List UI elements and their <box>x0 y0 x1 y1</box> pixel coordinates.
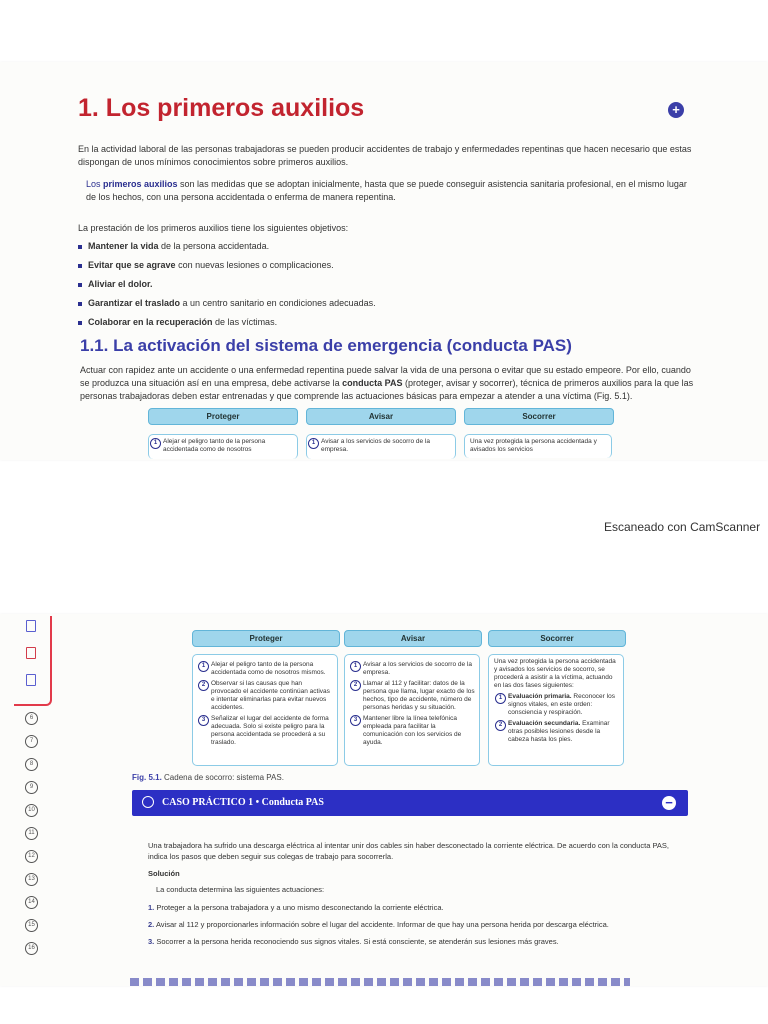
page-number-icon[interactable]: 10 <box>25 804 38 817</box>
bullet-icon <box>78 321 82 325</box>
step-text: Proteger a la persona trabajadora y a uno mismo desconectando la corriente eléctrica. <box>156 903 444 912</box>
diagram-step <box>349 661 475 677</box>
objectives-list <box>78 240 698 335</box>
list-item <box>78 259 698 278</box>
step-number-icon: 2 <box>198 680 209 691</box>
step-text: Socorrer a la persona herida reconociendo sus signos vitales. Si está consciente, se atenderán sus lesiones más graves. <box>156 937 559 946</box>
step-text: Mantener libre la línea telefónica empleada para facilitar la comunicación con los servicios de ayuda. <box>363 715 462 746</box>
definition-rest: son las medidas que se adoptan inicialmente, hasta que se puede conseguir asistencia sanitaria profesional, en el mismo lugar de los hechos, con una persona accidentada o enferma de manera repentina. <box>86 179 687 202</box>
step-number-icon: 1 <box>150 438 161 449</box>
solution-step <box>148 920 688 929</box>
cut-next-heading <box>130 978 630 986</box>
page-number-icon[interactable]: 16 <box>25 942 38 955</box>
solution-step <box>148 903 688 912</box>
list-item <box>78 278 698 297</box>
document-icon[interactable] <box>26 620 36 632</box>
case-study-header[interactable] <box>132 790 688 816</box>
collapse-icon[interactable]: − <box>662 796 676 810</box>
step-number-icon: 3 <box>350 715 361 726</box>
page-number-icon[interactable]: 14 <box>25 896 38 909</box>
diagram-header-avisar: Avisar <box>306 408 456 425</box>
bullet-icon <box>78 302 82 306</box>
document-icon[interactable] <box>26 674 36 686</box>
page-number-icon[interactable]: 8 <box>25 758 38 771</box>
diagram-card-socorrer <box>488 654 624 766</box>
cut-card-socorrer <box>464 434 612 458</box>
diagram-step <box>494 693 618 717</box>
page-number-icon[interactable]: 6 <box>25 712 38 725</box>
section-text: (proteger, avisar y socorrer), técnica de primeros auxilios para la que las personas trabajadoras deben estar entrenadas y que comprende las actuaciones básicas para empezar a atender a una víctima (Fig. 5.1). <box>80 378 694 401</box>
cut-card-proteger <box>148 434 298 459</box>
page-number-icon[interactable]: 11 <box>25 827 38 840</box>
list-item <box>78 316 698 335</box>
step-number: 3. <box>148 937 155 946</box>
page-number-icon[interactable]: 12 <box>25 850 38 863</box>
diagram-header-socorrer: Socorrer <box>488 630 626 647</box>
list-item <box>78 297 698 316</box>
objectives-intro: La prestación de los primeros auxilios tiene los siguientes objetivos: <box>78 223 349 233</box>
diagram-step <box>197 661 333 677</box>
step-text: Observar si las causas que han provocado el accidente continúan activas e intentar eliminarlas para evitar nuevos accidentes. <box>211 680 330 711</box>
document-icon[interactable] <box>26 647 36 659</box>
intro-paragraph: En la actividad laboral de las personas trabajadoras se pueden producir accidentes de trabajo y enfermedades repentinas que hacen necesario que estas dispongan de unos mínimos conocimientos sobre primeros auxilios. <box>78 144 692 167</box>
objective-bold: Mantener la vida <box>88 241 159 251</box>
section-text: Actuar con rapidez ante un accidente o una enfermedad repentina puede salvar la vida de una persona o evitar que su estado empeore. Por ello, cuando se produzca una situación así en una empresa, debe activarse la <box>80 365 691 388</box>
page-number-icon[interactable]: 9 <box>25 781 38 794</box>
diagram-step <box>349 715 475 747</box>
solution-step <box>148 937 688 946</box>
objective-bold: Evitar que se agrave <box>88 260 176 270</box>
figure-text: Cadena de socorro: sistema PAS. <box>164 773 284 782</box>
objective-text: a un centro sanitario en condiciones adecuadas. <box>180 298 376 308</box>
objective-bold: Colaborar en la recuperación <box>88 317 213 327</box>
step-number: 2. <box>148 920 155 929</box>
step-number-icon: 2 <box>495 720 506 731</box>
cut-card-text: Alejar el peligro tanto de la persona accidentada como de nosotros <box>163 438 266 453</box>
phase-bold: Evaluación secundaria. <box>508 720 581 727</box>
diagram-step <box>197 680 333 712</box>
step-number-icon: 1 <box>350 661 361 672</box>
page-number-icon[interactable]: 15 <box>25 919 38 932</box>
diagram-step <box>494 720 618 744</box>
figure-label: Fig. 5.1. <box>132 773 162 782</box>
step-number-icon: 1 <box>198 661 209 672</box>
diagram-header-avisar: Avisar <box>344 630 482 647</box>
diagram-header-socorrer: Socorrer <box>464 408 614 425</box>
objective-bold: Garantizar el traslado <box>88 298 181 308</box>
phase-text: Examinar otras posibles lesiones desde la cabeza hasta los pies. <box>508 720 610 743</box>
section-text-bold: conducta PAS <box>342 378 403 388</box>
add-note-icon[interactable]: + <box>668 102 684 118</box>
objective-text: de la persona accidentada. <box>158 241 270 251</box>
diagram-step <box>349 680 475 712</box>
step-text: Avisar al 112 y proporcionarles información sobre el lugar del accidente. Informar de que hay una persona herida por descarga eléctrica. <box>155 920 609 929</box>
objective-text: de las víctimas. <box>212 317 278 327</box>
step-text: Llamar al 112 y facilitar: datos de la persona que llama, lugar exacto de los hechos, tipo de accidente, número de personas heridas y su situación. <box>363 680 475 711</box>
cut-card-text: Una vez protegida la persona accidentada y avisados los servicios <box>470 438 597 453</box>
phase-bold: Evaluación primaria. <box>508 693 572 700</box>
definition-box <box>86 178 696 204</box>
page-number-icon[interactable]: 13 <box>25 873 38 886</box>
definition-prefix: Los <box>86 179 104 189</box>
section-paragraph <box>80 364 700 403</box>
objective-text: con nuevas lesiones o complicaciones. <box>175 260 334 270</box>
bullet-icon <box>78 283 82 287</box>
step-number-icon: 1 <box>495 693 506 704</box>
diagram-header-proteger: Proteger <box>148 408 298 425</box>
step-number-icon: 3 <box>198 715 209 726</box>
list-item <box>78 240 698 259</box>
step-number-icon: 2 <box>350 680 361 691</box>
cut-card-avisar <box>306 434 456 459</box>
step-text: Alejar el peligro tanto de la persona accidentada como de nosotros mismos. <box>211 661 326 676</box>
objective-bold: Aliviar el dolor. <box>88 279 153 289</box>
camscanner-watermark: Escaneado con CamScanner <box>604 520 761 534</box>
step-text: Avisar a los servicios de socorro de la empresa. <box>363 661 472 676</box>
diagram-card-avisar <box>344 654 480 766</box>
diagram-step <box>197 715 333 747</box>
definition-term: primeros auxilios <box>103 179 178 189</box>
hand-icon <box>142 796 154 808</box>
case-statement: Una trabajadora ha sufrido una descarga eléctrica al intentar unir dos cables sin haber desconectado la corriente eléctrica. De acuerdo con la conducta PAS, indica los pasos que deben seguir sus colegas de trabajo para socorrerla. <box>148 841 670 861</box>
step-number: 1. <box>148 903 155 912</box>
solution-label: Solución <box>148 869 180 878</box>
case-study-title: CASO PRÁCTICO 1 • Conducta PAS <box>162 797 324 808</box>
step-number-icon: 1 <box>308 438 319 449</box>
diagram-card-proteger <box>192 654 338 766</box>
section-title: 1.1. La activación del sistema de emergencia (conducta PAS) <box>80 336 572 355</box>
phase-text: Reconocer los signos vitales, en este orden: consciencia y respiración. <box>508 693 615 716</box>
figure-caption <box>132 773 284 782</box>
page-number-icon[interactable]: 7 <box>25 735 38 748</box>
bullet-icon <box>78 245 82 249</box>
step-text: Señalizar el lugar del accidente de forma adecuada. Solo si existe peligro para la persona accidentada se procederá a su traslado. <box>211 715 329 746</box>
cut-card-text: Avisar a los servicios de socorro de la empresa. <box>321 438 430 453</box>
solution-intro: La conducta determina las siguientes actuaciones: <box>156 885 325 894</box>
chapter-title: 1. Los primeros auxilios <box>78 94 365 122</box>
bullet-icon <box>78 264 82 268</box>
diagram-header-proteger: Proteger <box>192 630 340 647</box>
socorrer-intro: Una vez protegida la persona accidentada y avisados los servicios de socorro, se procederá a asistir a la víctima, actuando en las dos fases siguientes: <box>494 658 616 689</box>
